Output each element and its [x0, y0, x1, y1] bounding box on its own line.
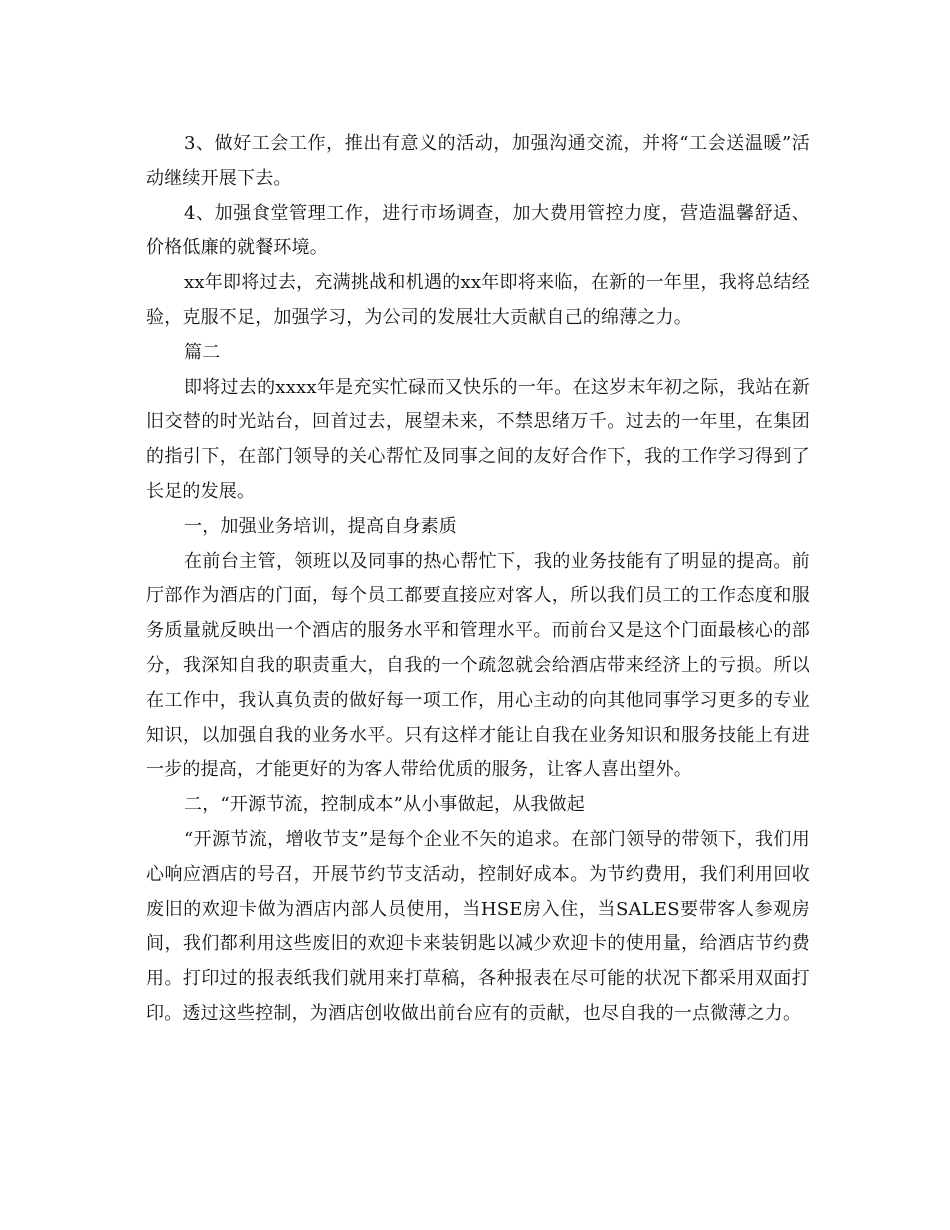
document-body: [146, 127, 810, 1032]
paragraph-cost-saving: “开源节流，增收节支”是每个企业不矢的追求。在部门领导的带领下，我们用心响应酒店的号召，开展节约节支活动，控制好成本。为节约费用，我们利用回收废旧的欢迎卡做为酒店内部人员使用，当HSE房入住，当SALES要带客人参观房间，我们都利用这些废旧的欢迎卡来装钥匙以减少欢迎卡的使用量，给酒店节约费用。打印过的报表纸我们就用来打草稿，各种报表在尽可能的状况下都采用双面打印。透过这些控制，为酒店创收做出前台应有的贡献，也尽自我的一点微薄之力。: [146, 828, 810, 1024]
paragraph-year-intro: 即将过去的xxxx年是充实忙碌而又快乐的一年。在这岁末年初之际，我站在新旧交替的时光站台，回首过去，展望未来，不禁思绪万千。过去的一年里，在集团的指引下，在部门领导的关心帮忙及同事之间的友好合作下，我的工作学习得到了长足的发展。: [146, 376, 810, 502]
section-heading-part-two: 篇二: [184, 341, 221, 363]
paragraph-union-work: 3、做好工会工作，推出有意义的活动，加强沟通交流，并将“工会送温暖”活动继续开展下去。: [146, 133, 810, 189]
subheading-cost-control: 二，“开源节流，控制成本”从小事做起，从我做起: [184, 794, 586, 816]
paragraph-year-closing: xx年即将过去，充满挑战和机遇的xx年即将来临，在新的一年里，我将总结经验，克服不足，加强学习，为公司的发展壮大贡献自己的绵薄之力。: [146, 272, 810, 328]
paragraph-front-desk-skills: 在前台主管，领班以及同事的热心帮忙下，我的业务技能有了明显的提高。前厅部作为酒店的门面，每个员工都要直接应对客人，所以我们员工的工作态度和服务质量就反映出一个酒店的服务水平和管理水平。而前台又是这个门面最核心的部分，我深知自我的职责重大，自我的一个疏忽就会给酒店带来经济上的亏损。所以在工作中，我认真负责的做好每一项工作，用心主动的向其他同事学习更多的专业知识，以加强自我的业务水平。只有这样才能让自我在业务知识和服务技能上有进一步的提高，才能更好的为客人带给优质的服务，让客人喜出望外。: [146, 550, 810, 781]
subheading-business-training: 一，加强业务培训，提高自身素质: [184, 515, 457, 537]
paragraph-canteen-management: 4、加强食堂管理工作，进行市场调查，加大费用管控力度，营造温馨舒适、价格低廉的就餐环境。: [146, 202, 810, 259]
